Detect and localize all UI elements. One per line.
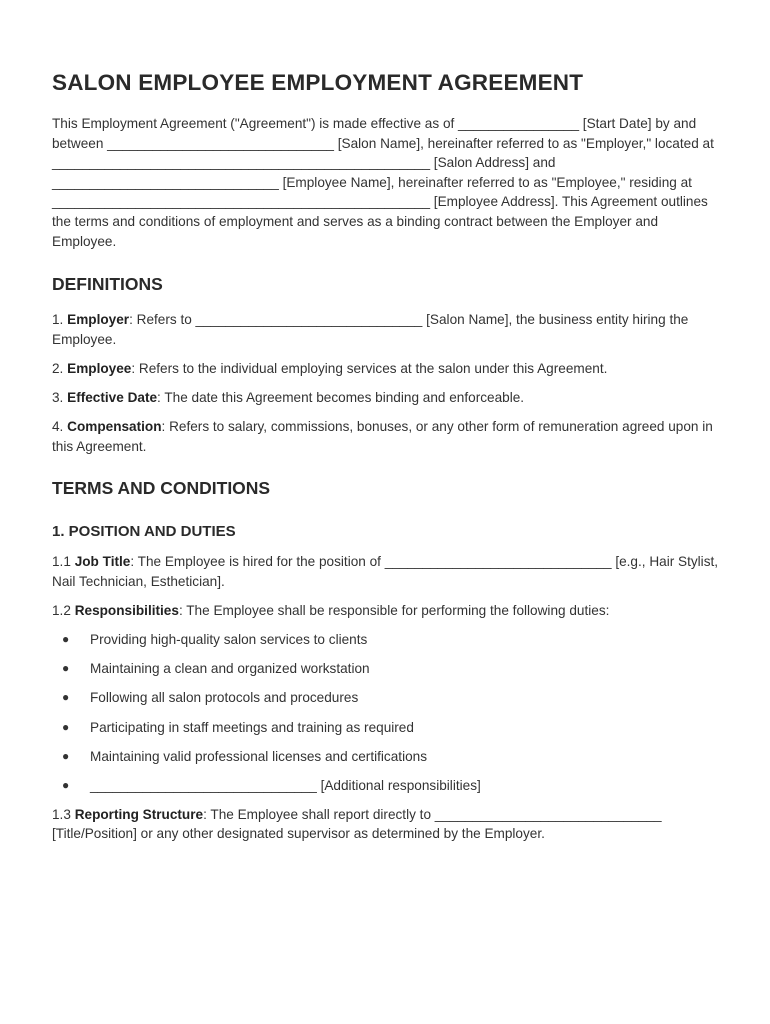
- clause-term: Job Title: [74, 554, 131, 570]
- bullet-icon: ●: [62, 690, 70, 705]
- definition-term: Employer: [67, 312, 130, 328]
- intro-paragraph: This Employment Agreement ("Agreement") is made effective as of ________________ [Start Date] by and between ______________________________ [Salon Name], hereinafter referred to as "Employer," located at __________________________________________________ [Salon Address] and ______________________________ [Employee Name], hereinafter referred to as "Employee," residing at __________________________________________________ [Employee Address]. This Agreement outlines the terms and conditions of employment and serves as a binding contract between the Employer and Employee.: [52, 116, 714, 249]
- terms-heading: TERMS AND CONDITIONS: [52, 478, 271, 499]
- definition-item: [52, 310, 722, 349]
- clause-number: 1.2: [52, 602, 75, 618]
- clause-term: Responsibilities: [74, 602, 179, 618]
- definition-term: Compensation: [67, 419, 162, 435]
- bullet-icon: ●: [62, 632, 70, 646]
- clause-text: : The Employee shall report directly to ______________________________ [Title/Position] or any other designated supervisor as determined by the Employer.: [52, 806, 662, 842]
- clause-text: : The Employee is hired for the position of ______________________________ [e.g., Hair Stylist, Nail Technician, Esthetician].: [52, 554, 719, 589]
- clause-text: : The Employee shall be responsible for performing the following duties:: [178, 602, 610, 618]
- list-item: [52, 718, 722, 738]
- list-item: [52, 688, 722, 708]
- clause-number: 1.1: [52, 554, 75, 570]
- definition-item: [52, 359, 722, 379]
- definition-text: : The date this Agreement becomes binding and enforceable.: [157, 389, 525, 405]
- definition-term: Effective Date: [67, 389, 158, 405]
- list-item: [52, 776, 722, 796]
- clause-number: 1.3: [52, 806, 75, 822]
- definition-number: 3.: [52, 389, 68, 405]
- duty-text: Maintaining a clean and organized workstation: [90, 661, 370, 677]
- definition-text: : Refers to the individual employing services at the salon under this Agreement.: [131, 360, 608, 376]
- job-title-clause: [52, 552, 722, 591]
- bullet-icon: ●: [62, 748, 70, 763]
- definition-term: Employee: [67, 360, 132, 376]
- definition-number: 4.: [52, 419, 68, 435]
- duties-list: [52, 630, 722, 796]
- responsibilities-clause: [52, 601, 722, 621]
- document-title: SALON EMPLOYEE EMPLOYMENT AGREEMENT: [52, 70, 584, 95]
- definition-text: : Refers to salary, commissions, bonuses, or any other form of remuneration agreed upon in this Agreement.: [52, 419, 713, 454]
- bullet-icon: ●: [62, 719, 70, 734]
- bullet-icon: ●: [62, 777, 70, 792]
- definition-number: 1.: [52, 312, 68, 328]
- clause-term: Reporting Structure: [74, 806, 204, 822]
- document-content: [52, 70, 722, 844]
- duty-text: Following all salon protocols and procedures: [90, 690, 359, 706]
- definition-item: [52, 417, 722, 456]
- list-item: [52, 747, 722, 767]
- definition-text: : Refers to ______________________________ [Salon Name], the business entity hiring the Employee.: [52, 312, 689, 347]
- bullet-icon: ●: [62, 661, 70, 676]
- definition-item: [52, 388, 722, 408]
- duty-text: Maintaining valid professional licenses and certifications: [90, 748, 428, 764]
- list-item: [52, 630, 722, 650]
- duty-text: Providing high-quality salon services to clients: [90, 632, 368, 647]
- duty-text: Participating in staff meetings and training as required: [90, 719, 414, 735]
- position-duties-heading: 1. POSITION AND DUTIES: [52, 523, 236, 541]
- duty-text: ______________________________ [Additional responsibilities]: [90, 777, 481, 793]
- reporting-clause: [52, 805, 722, 844]
- definition-number: 2.: [52, 360, 68, 376]
- list-item: [52, 659, 722, 679]
- definitions-heading: DEFINITIONS: [52, 274, 163, 295]
